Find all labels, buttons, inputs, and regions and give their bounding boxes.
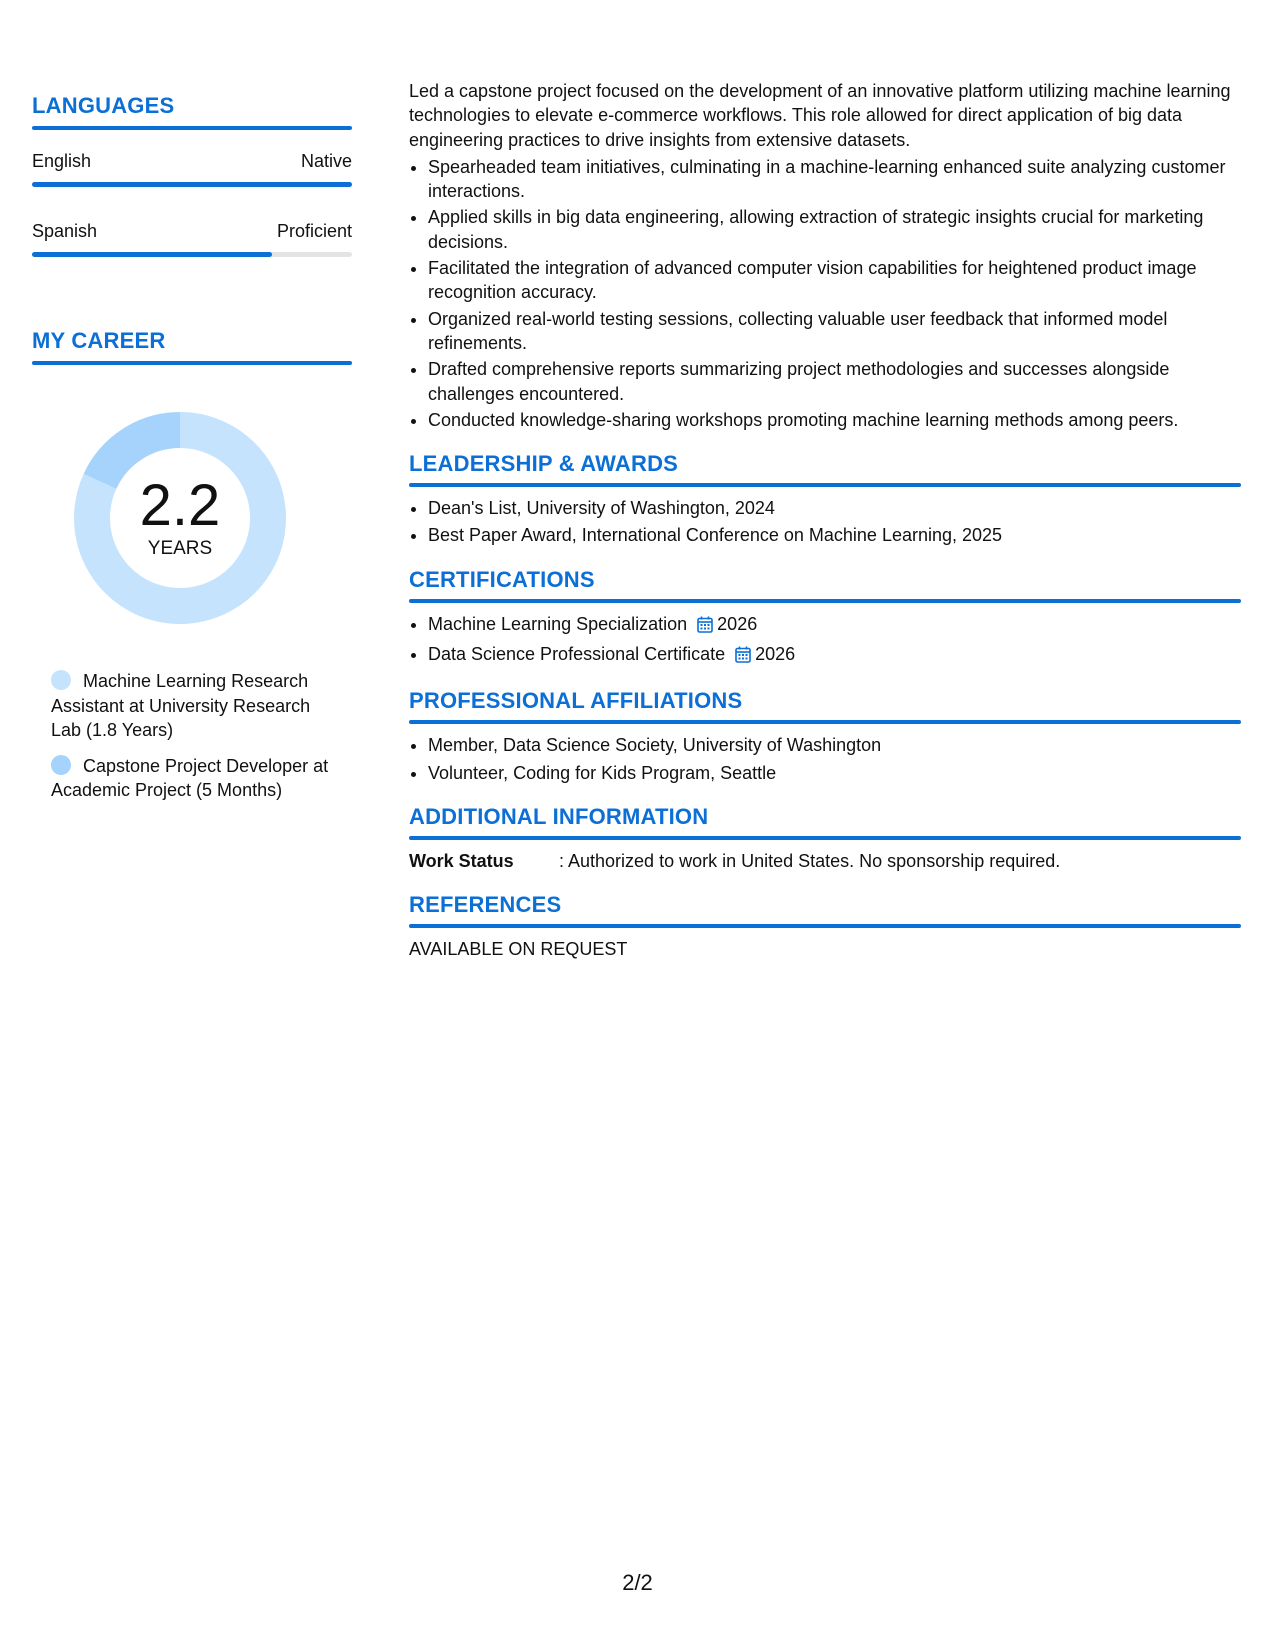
affiliations-section xyxy=(409,687,1241,785)
additional-info-title: ADDITIONAL INFORMATION xyxy=(409,803,709,829)
section-divider xyxy=(409,599,1241,603)
career-donut-chart xyxy=(65,403,295,633)
certification-name: Machine Learning Specialization xyxy=(428,613,688,634)
leadership-title: LEADERSHIP & AWARDS xyxy=(409,451,679,477)
language-proficiency-bar xyxy=(32,182,352,187)
career-legend-item xyxy=(51,669,341,743)
language-item xyxy=(32,150,352,187)
certification-year: 2026 xyxy=(755,644,796,665)
certification-item xyxy=(428,612,1241,639)
languages-title: LANGUAGES xyxy=(32,93,175,118)
affiliation-item: • Volunteer, Coding for Kids Program, Seattle xyxy=(428,761,1241,785)
experience-section xyxy=(409,79,1241,432)
legend-dot-icon xyxy=(51,670,71,690)
language-level: Native xyxy=(300,151,352,171)
language-proficiency-bar xyxy=(32,252,352,257)
leadership-item: • Dean's List, University of Washington, 2024 xyxy=(428,496,1241,520)
career-legend xyxy=(51,669,341,803)
certification-item xyxy=(428,642,1241,669)
career-legend-item xyxy=(51,754,341,803)
language-level: Proficient xyxy=(276,221,352,241)
experience-intro: Led a capstone project focused on the development of an innovative platform utilizing machine learning technologies to elevate e-commerce workflows. This role allowed for direct application of big data engineering practices to drive insights from extensive datasets. xyxy=(409,81,1231,150)
experience-bullet: • Organized real-world testing sessions, collecting valuable user feedback that informed model refinements. xyxy=(428,307,1241,356)
experience-bullet: • Facilitated the integration of advanced computer vision capabilities for heightened product image recognition accuracy. xyxy=(428,256,1241,305)
left-column xyxy=(32,92,352,814)
references-title: REFERENCES xyxy=(409,892,562,918)
career-legend-label: Machine Learning Research Assistant at University Research Lab (1.8 Years) xyxy=(51,671,311,740)
references-section xyxy=(409,891,1241,961)
section-divider xyxy=(32,361,352,365)
career-total-value: 2.2 xyxy=(139,473,221,538)
work-status-row xyxy=(409,849,1241,873)
leadership-section xyxy=(409,450,1241,548)
legend-dot-icon xyxy=(51,755,71,775)
language-item xyxy=(32,220,352,257)
career-total-unit: YEARS xyxy=(147,538,213,559)
additional-info-section xyxy=(409,803,1241,873)
certification-name: Data Science Professional Certificate xyxy=(428,644,726,665)
affiliations-list xyxy=(409,733,1241,785)
career-section xyxy=(32,327,352,803)
leadership-list xyxy=(409,496,1241,548)
experience-bullet: • Spearheaded team initiatives, culminating in a machine-learning enhanced suite analyzing customer interactions. xyxy=(428,155,1241,204)
language-name: English xyxy=(32,151,92,171)
calendar-icon xyxy=(697,615,713,639)
languages-section xyxy=(32,92,352,257)
certifications-title: CERTIFICATIONS xyxy=(409,566,595,592)
calendar-icon xyxy=(735,645,751,669)
page-number: 2/2 xyxy=(622,1570,653,1595)
certifications-section xyxy=(409,566,1241,670)
work-status-label: Work Status xyxy=(409,850,514,871)
certifications-list xyxy=(409,612,1241,670)
work-status-value: : Authorized to work in United States. No sponsorship required. xyxy=(559,850,1061,871)
language-proficiency-fill xyxy=(32,182,352,187)
affiliations-title: PROFESSIONAL AFFILIATIONS xyxy=(409,688,743,714)
affiliation-item: • Member, Data Science Society, University of Washington xyxy=(428,733,1241,757)
career-title: MY CAREER xyxy=(32,328,166,353)
experience-bullets xyxy=(409,155,1241,432)
section-divider xyxy=(409,720,1241,724)
section-divider xyxy=(409,924,1241,928)
language-name: Spanish xyxy=(32,221,98,241)
experience-bullet: • Drafted comprehensive reports summarizing project methodologies and successes alongside challenges encountered. xyxy=(428,357,1241,406)
right-column xyxy=(409,79,1241,962)
section-divider xyxy=(409,483,1241,487)
section-divider xyxy=(32,126,352,130)
experience-bullet: • Applied skills in big data engineering, allowing extraction of strategic insights crucial for marketing decisions. xyxy=(428,205,1241,254)
references-text: AVAILABLE ON REQUEST xyxy=(409,939,628,960)
section-divider xyxy=(409,836,1241,840)
experience-bullet: • Conducted knowledge-sharing workshops promoting machine learning methods among peers. xyxy=(428,408,1241,432)
language-proficiency-fill xyxy=(32,252,272,257)
certification-year: 2026 xyxy=(717,613,758,634)
career-legend-label: Capstone Project Developer at Academic Project (5 Months) xyxy=(51,755,329,800)
leadership-item: • Best Paper Award, International Conference on Machine Learning, 2025 xyxy=(428,523,1241,547)
